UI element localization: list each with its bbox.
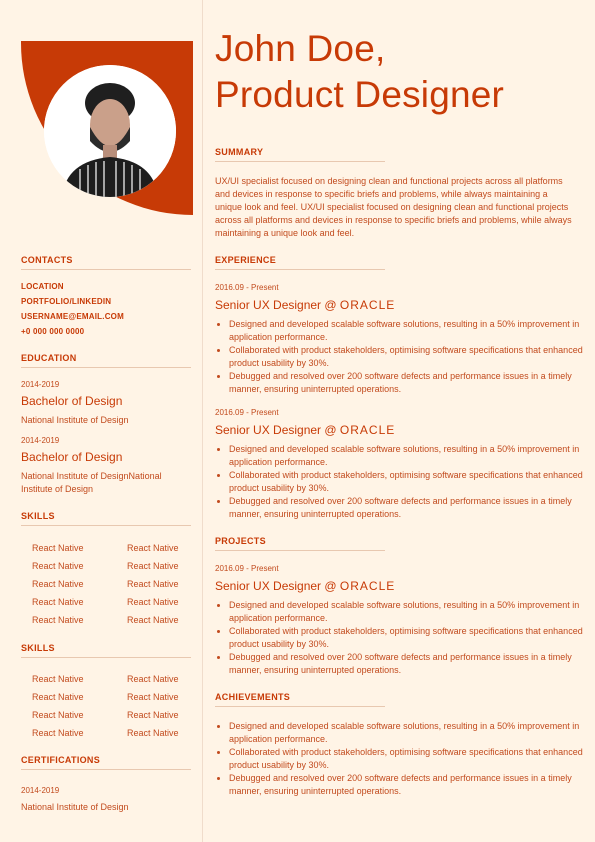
education-school: National Institute of DesignNational Institute of Design <box>21 471 162 494</box>
education-school: National Institute of Design <box>21 415 129 425</box>
certifications-title: CERTIFICATIONS <box>21 755 101 765</box>
education-degree: Bachelor of Design <box>21 394 123 408</box>
education-years: 2014-2019 <box>21 436 60 445</box>
name-line1: John Doe, <box>215 28 386 69</box>
achievement-bullet: • Debugged and resolved over 200 software defects and performance issues in a timely manner, ensuring uninterrupted operations. <box>229 772 585 798</box>
skill-item: React Native <box>32 561 84 571</box>
project-dates: 2016.09 - Present <box>215 564 279 573</box>
achievement-bullet: • Designed and developed scalable software solutions, resulting in a 50% improvement in application performance. <box>229 720 585 746</box>
skills-rule <box>21 525 191 526</box>
job-role: Senior UX Designer @ <box>215 298 340 312</box>
job-bullet: • Collaborated with product stakeholders, optimising software specifications that enhanced product usability by 30%. <box>229 344 585 370</box>
education-years: 2014-2019 <box>21 380 60 389</box>
job-role: Senior UX Designer @ <box>215 423 340 437</box>
skills-list <box>32 673 192 740</box>
job-bullet: • Designed and developed scalable software solutions, resulting in a 50% improvement in application performance. <box>229 443 585 469</box>
summary-text: UX/UI specialist focused on designing clean and functional projects across all platforms and devices in response to specific briefs and problems, while always maintaining a unique look and feel. UX/UI specialist focused on designing clean and functional projects across all platforms and devices in response to specific briefs and problems, while always maintaining a unique look and feel. <box>215 176 572 238</box>
education-rule <box>21 367 191 368</box>
experience-rule <box>215 269 385 270</box>
person-icon <box>44 65 176 197</box>
skill-item: React Native <box>32 597 84 607</box>
skill-item: React Native <box>32 615 84 625</box>
project-bullet: • Designed and developed scalable software solutions, resulting in a 50% improvement in application performance. <box>229 599 585 625</box>
contact-location: LOCATION <box>21 282 64 291</box>
skill-item: React Native <box>127 561 179 571</box>
job-bullets <box>215 443 585 521</box>
certification-school: National Institute of Design <box>21 802 129 812</box>
skills-rule <box>21 657 191 658</box>
skills-title: SKILLS <box>21 643 55 653</box>
skill-item: React Native <box>32 674 84 684</box>
project-title <box>215 579 395 594</box>
contacts-rule <box>21 269 191 270</box>
job-title <box>215 298 395 313</box>
skill-item: React Native <box>32 579 84 589</box>
job-bullet: • Designed and developed scalable software solutions, resulting in a 50% improvement in application performance. <box>229 318 585 344</box>
skill-item: React Native <box>32 710 84 720</box>
skill-item: React Native <box>127 615 179 625</box>
project-company: ORACLE <box>339 579 396 593</box>
project-bullet: • Debugged and resolved over 200 software defects and performance issues in a timely manner, ensuring uninterrupted operations. <box>229 651 585 677</box>
achievements-title: ACHIEVEMENTS <box>215 692 291 702</box>
job-bullet: • Debugged and resolved over 200 software defects and performance issues in a timely manner, ensuring uninterrupted operations. <box>229 495 585 521</box>
achievements-rule <box>215 706 385 707</box>
education-degree: Bachelor of Design <box>21 450 123 464</box>
skill-item: React Native <box>127 728 179 738</box>
skill-item: React Native <box>127 543 179 553</box>
education-title: EDUCATION <box>21 353 77 363</box>
skill-item: React Native <box>32 728 84 738</box>
profile-photo <box>44 65 176 197</box>
contact-phone: +0 000 000 0000 <box>21 327 85 336</box>
name-line2: Product Designer <box>215 74 505 115</box>
project-bullets <box>215 599 585 677</box>
projects-rule <box>215 550 385 551</box>
achievement-bullets <box>215 720 585 798</box>
skill-item: React Native <box>127 710 179 720</box>
project-bullet: • Collaborated with product stakeholders, optimising software specifications that enhanced product usability by 30%. <box>229 625 585 651</box>
job-company: ORACLE <box>339 298 396 312</box>
skill-item: React Native <box>32 543 84 553</box>
skill-item: React Native <box>127 674 179 684</box>
job-bullet: • Collaborated with product stakeholders, optimising software specifications that enhanced product usability by 30%. <box>229 469 585 495</box>
contact-email[interactable]: USERNAME@EMAIL.COM <box>21 312 124 321</box>
certification-years: 2014-2019 <box>21 786 60 795</box>
contact-portfolio-link[interactable]: PORTFOLIO/LINKEDIN <box>21 297 112 306</box>
summary-rule <box>215 161 385 162</box>
skill-item: React Native <box>32 692 84 702</box>
job-dates: 2016.09 - Present <box>215 283 279 292</box>
name-title <box>215 26 504 118</box>
job-dates: 2016.09 - Present <box>215 408 279 417</box>
skill-item: React Native <box>127 597 179 607</box>
summary-title: SUMMARY <box>215 147 264 157</box>
skills-title: SKILLS <box>21 511 55 521</box>
contacts-title: CONTACTS <box>21 255 73 265</box>
column-divider <box>202 0 203 842</box>
project-role: Senior UX Designer @ <box>215 579 340 593</box>
experience-title: EXPERIENCE <box>215 255 277 265</box>
skill-item: React Native <box>127 579 179 589</box>
job-bullet: • Debugged and resolved over 200 software defects and performance issues in a timely manner, ensuring uninterrupted operations. <box>229 370 585 396</box>
achievement-bullet: • Collaborated with product stakeholders, optimising software specifications that enhanced product usability by 30%. <box>229 746 585 772</box>
job-company: ORACLE <box>339 423 396 437</box>
projects-title: PROJECTS <box>215 536 266 546</box>
job-title <box>215 423 395 438</box>
job-bullets <box>215 318 585 396</box>
certifications-rule <box>21 769 191 770</box>
skills-list <box>32 542 192 627</box>
skill-item: React Native <box>127 692 179 702</box>
